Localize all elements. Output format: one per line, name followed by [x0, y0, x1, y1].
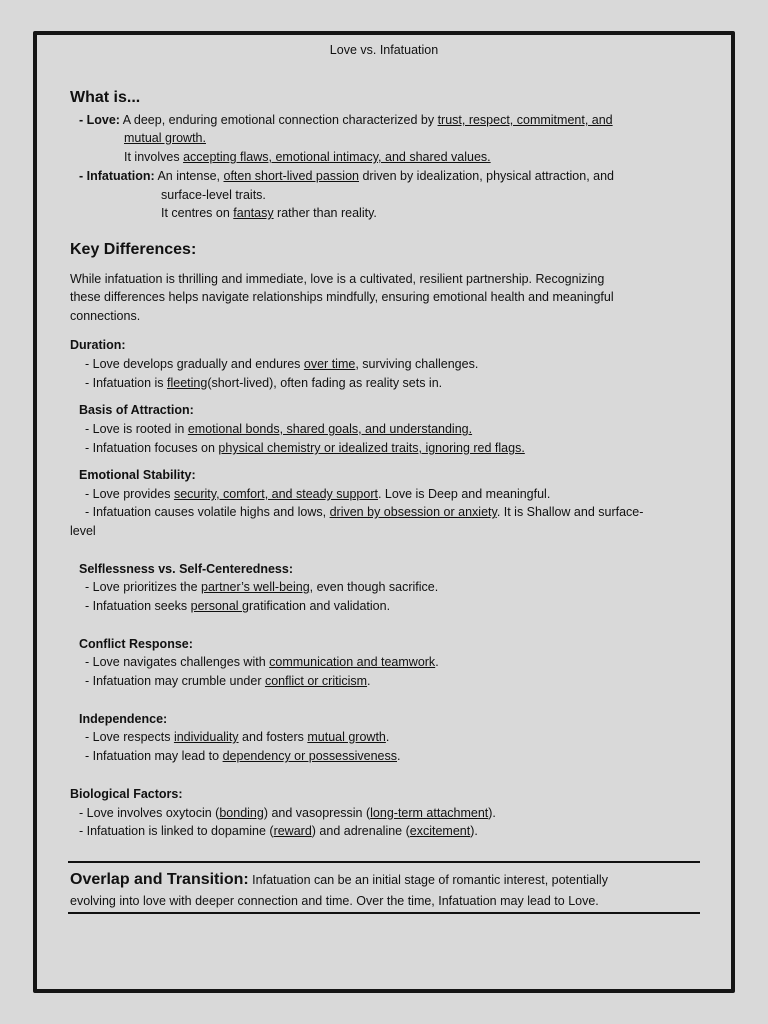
stability-infatuation-wrap: level: [70, 524, 96, 538]
conflict-heading: Conflict Response:: [79, 637, 193, 651]
overlap-line-1: Overlap and Transition: Infatuation can be an initial stage of romantic interest, potentially: [70, 871, 608, 888]
love-label: - Love:: [79, 113, 120, 127]
stability-love: - Love provides security, comfort, and steady support. Love is Deep and meaningful.: [85, 487, 551, 501]
biological-love: - Love involves oxytocin (bonding) and vasopressin (long-term attachment).: [79, 806, 496, 820]
independence-heading: Independence:: [79, 712, 168, 726]
selflessness-infatuation: - Infatuation seeks personal gratification and validation.: [85, 599, 391, 613]
love-definition-line-2: mutual growth.: [124, 131, 206, 145]
infatuation-definition-line-1: - Infatuation: An intense, often short-lived passion driven by idealization, physical attraction, and: [79, 169, 615, 183]
duration-love: - Love develops gradually and endures over time, surviving challenges.: [85, 357, 479, 371]
key-differences-intro-1: While infatuation is thrilling and immediate, love is a cultivated, resilient partnership. Recognizing: [70, 272, 605, 286]
stability-infatuation: - Infatuation causes volatile highs and lows, driven by obsession or anxiety. It is Shallow and surface-: [85, 505, 644, 519]
conflict-infatuation: - Infatuation may crumble under conflict or criticism.: [85, 674, 371, 688]
infatuation-definition-line-3: It centres on fantasy rather than reality.: [161, 206, 377, 220]
conflict-love: - Love navigates challenges with communication and teamwork.: [85, 655, 439, 669]
key-differences-heading: Key Differences:: [70, 241, 197, 258]
independence-infatuation: - Infatuation may lead to dependency or possessiveness.: [85, 749, 401, 763]
basis-heading: Basis of Attraction:: [79, 403, 194, 417]
basis-infatuation: - Infatuation focuses on physical chemistry or idealized traits, ignoring red flags.: [85, 441, 525, 455]
overlap-line-2: evolving into love with deeper connection and time. Over the time, Infatuation may lead to Love.: [70, 894, 599, 908]
overlap-bottom-rule: [68, 912, 700, 914]
biological-infatuation: - Infatuation is linked to dopamine (reward) and adrenaline (excitement).: [79, 824, 478, 838]
selflessness-heading: Selflessness vs. Self-Centeredness:: [79, 562, 293, 576]
duration-infatuation: - Infatuation is fleeting(short-lived), often fading as reality sets in.: [85, 376, 443, 390]
infatuation-definition-line-2: surface-level traits.: [161, 188, 266, 202]
stability-heading: Emotional Stability:: [79, 468, 196, 482]
key-differences-intro-2: these differences helps navigate relationships mindfully, ensuring emotional health and meaningful: [70, 290, 614, 304]
basis-love: - Love is rooted in emotional bonds, shared goals, and understanding.: [85, 422, 473, 436]
overlap-top-rule: [68, 861, 700, 863]
what-is-heading: What is...: [70, 89, 141, 106]
duration-heading: Duration:: [70, 338, 126, 352]
love-definition-line-3: It involves accepting flaws, emotional intimacy, and shared values.: [124, 150, 491, 164]
independence-love: - Love respects individuality and fosters mutual growth.: [85, 730, 390, 744]
key-differences-intro-3: connections.: [70, 309, 141, 323]
love-definition-line-1: - Love: A deep, enduring emotional connection characterized by trust, respect, commitment, and: [79, 113, 613, 127]
biological-heading: Biological Factors:: [70, 787, 183, 801]
document-title: Love vs. Infatuation: [329, 43, 439, 57]
selflessness-love: - Love prioritizes the partner’s well-being, even though sacrifice.: [85, 580, 439, 594]
infatuation-label: - Infatuation:: [79, 169, 155, 183]
overlap-heading: Overlap and Transition:: [70, 871, 249, 888]
